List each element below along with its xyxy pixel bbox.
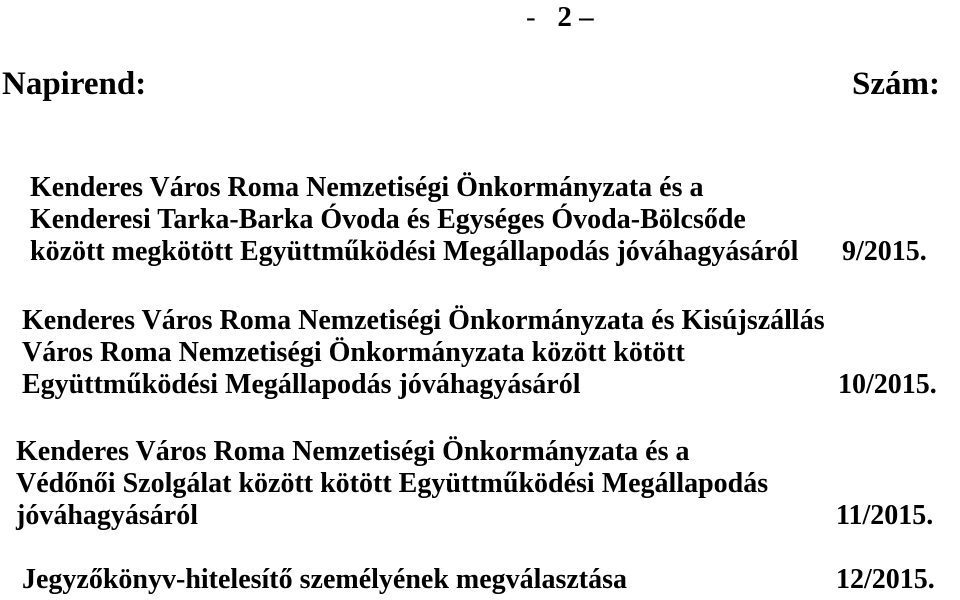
agenda-item-4-number: 12/2015. xyxy=(836,564,935,595)
agenda-item-2-line-1: Kenderes Város Roma Nemzetiségi Önkormányzata és Kisújszállás xyxy=(22,305,825,336)
agenda-item-4-line-1: Jegyzőkönyv-hitelesítő személyének megválasztása xyxy=(22,564,627,595)
page-number-value: 2 xyxy=(557,1,572,33)
agenda-item-2-line-3: Együttműködési Megállapodás jóváhagyásáról xyxy=(22,369,581,400)
agenda-item-2-number: 10/2015. xyxy=(838,369,937,400)
agenda-item-3-line-2: Védőnői Szolgálat között kötött Együttműködési Megállapodás xyxy=(16,468,769,499)
agenda-item-1-line-1: Kenderes Város Roma Nemzetiségi Önkormányzata és a xyxy=(30,172,704,203)
agenda-heading: Napirend: xyxy=(2,66,147,102)
page-number-prefix: - xyxy=(526,1,536,33)
page-number-suffix: – xyxy=(579,1,594,33)
agenda-item-1-number: 9/2015. xyxy=(842,236,927,267)
agenda-item-3-line-3: jóváhagyásáról xyxy=(16,500,198,531)
agenda-item-3-number: 11/2015. xyxy=(836,500,934,531)
number-heading: Szám: xyxy=(852,66,940,102)
agenda-item-2-line-2: Város Roma Nemzetiségi Önkormányzata között kötött xyxy=(22,337,685,368)
agenda-item-3-line-1: Kenderes Város Roma Nemzetiségi Önkormányzata és a xyxy=(16,436,690,467)
agenda-item-1-line-3: között megkötött Együttműködési Megállapodás jóváhagyásáról xyxy=(30,236,799,267)
agenda-item-1-line-2: Kenderesi Tarka-Barka Óvoda és Egységes Óvoda-Bölcsőde xyxy=(30,204,746,235)
page-number xyxy=(526,0,594,34)
